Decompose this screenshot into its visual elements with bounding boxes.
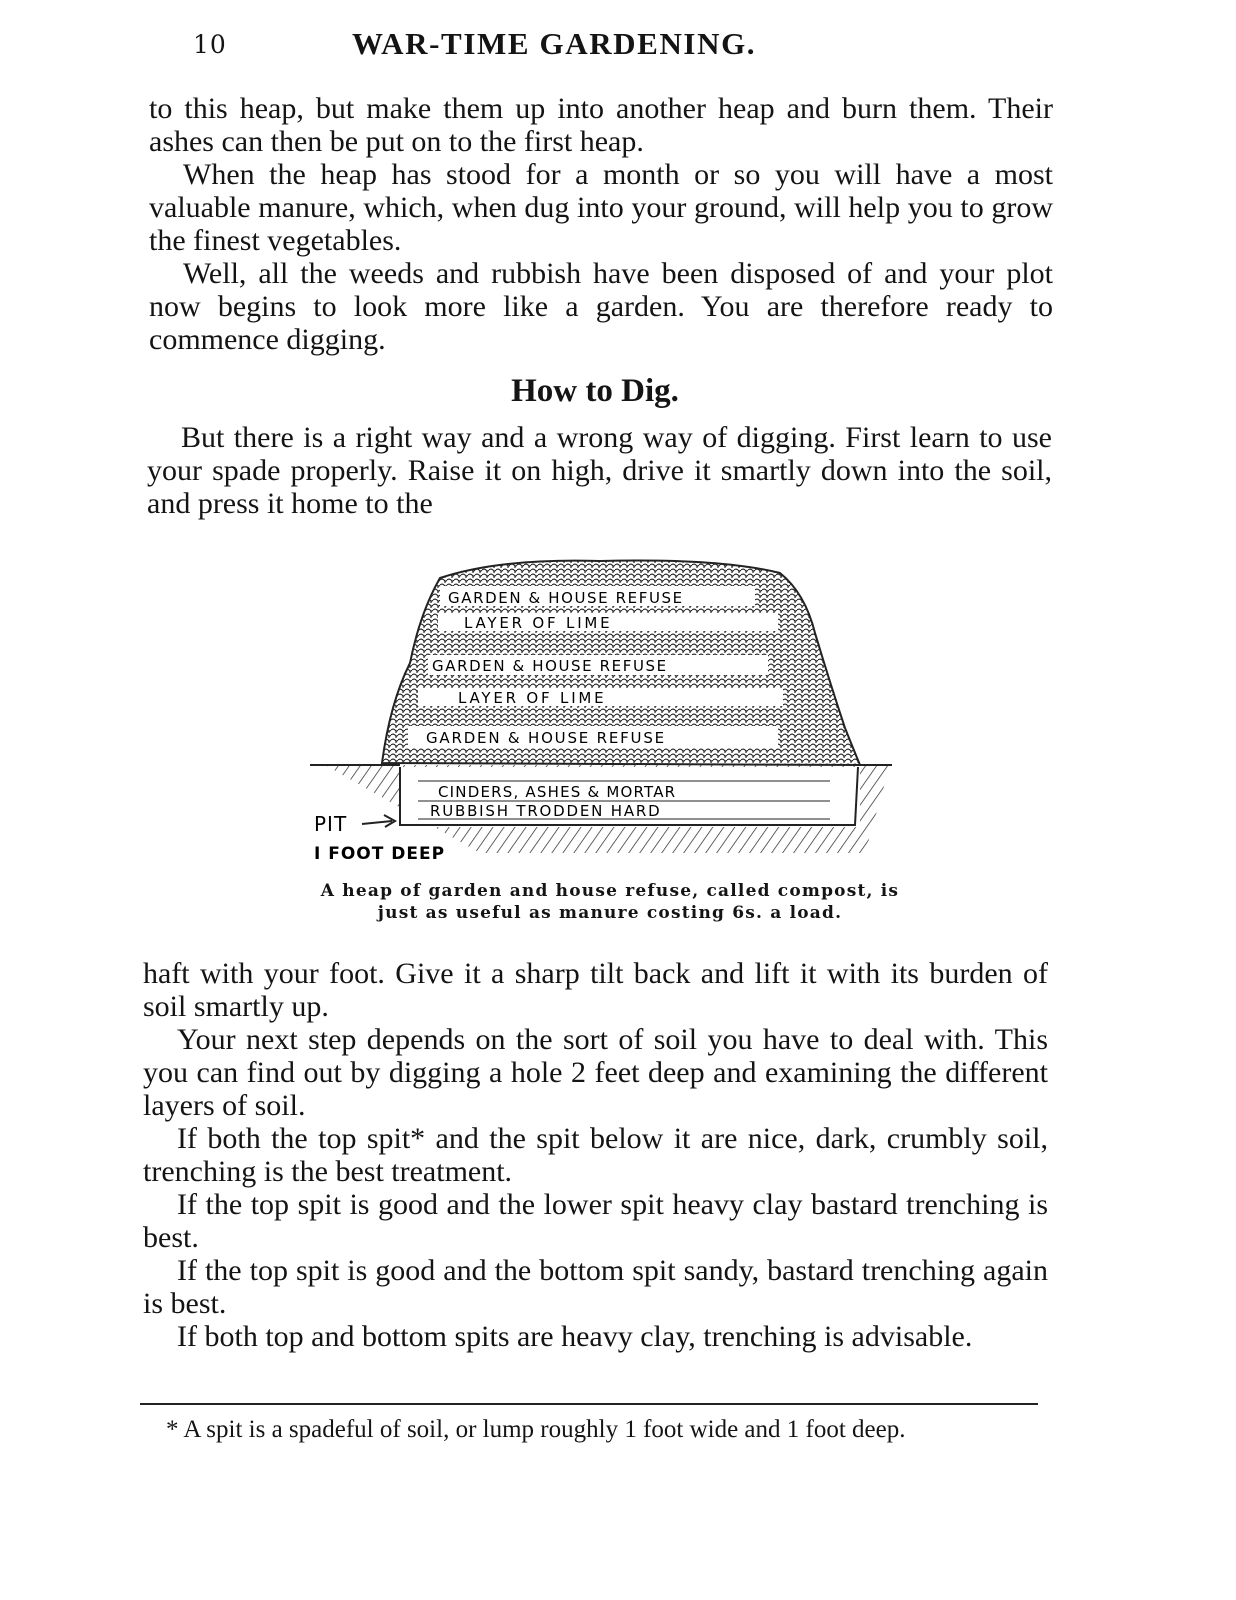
layer-label: LAYER OF LIME: [464, 614, 613, 632]
footnote-divider: [140, 1403, 1038, 1405]
figure-caption: [220, 880, 1000, 924]
layer-label: LAYER OF LIME: [458, 689, 607, 707]
paragraph: But there is a right way and a wrong way of digging. First learn to use your spade properly. Raise it on high, drive it smartly down into the soil, and press it home to the: [147, 421, 1052, 520]
layer-label: GARDEN & HOUSE REFUSE: [448, 589, 684, 607]
arrow-icon: [362, 821, 392, 824]
running-title: WAR-TIME GARDENING.: [352, 26, 757, 61]
text-block-bottom: [143, 957, 1048, 1353]
paragraph: haft with your foot. Give it a sharp tilt back and lift it with its burden of soil smartly up.: [143, 957, 1048, 1023]
pit-label: RUBBISH TRODDEN HARD: [430, 802, 662, 820]
paragraph: When the heap has stood for a month or so you will have a most valuable manure, which, when dug into your ground, will help you to grow the finest vegetables.: [149, 158, 1053, 257]
paragraph: If the top spit is good and the lower spit heavy clay bastard trenching is best.: [143, 1188, 1048, 1254]
compost-heap-illustration: [300, 553, 900, 873]
section-heading: How to Dig.: [511, 373, 679, 409]
text-block-top: [149, 92, 1053, 356]
caption-line: just as useful as manure costing 6s. a load.: [377, 903, 843, 923]
paragraph: Well, all the weeds and rubbish have been disposed of and your plot now begins to look more like a garden. You are therefore ready to commence digging.: [149, 257, 1053, 356]
page-number: 10: [193, 30, 227, 59]
layer-label: GARDEN & HOUSE REFUSE: [432, 657, 668, 675]
layer-label: GARDEN & HOUSE REFUSE: [426, 729, 666, 747]
depth-label: I FOOT DEEP: [314, 844, 446, 864]
paragraph: to this heap, but make them up into another heap and burn them. Their ashes can then be put on to the first heap.: [149, 92, 1053, 158]
pit-pointer-label: PIT: [314, 812, 348, 836]
pit-label: CINDERS, ASHES & MORTAR: [438, 783, 677, 801]
caption-line: A heap of garden and house refuse, called compost, is: [320, 881, 900, 901]
paragraph: If both top and bottom spits are heavy clay, trenching is advisable.: [177, 1320, 973, 1353]
paragraph: If the top spit is good and the bottom spit sandy, bastard trenching again is best.: [143, 1254, 1048, 1320]
paragraph: Your next step depends on the sort of soil you have to deal with. This you can find out by digging a hole 2 feet deep and examining the different layers of soil.: [143, 1023, 1048, 1122]
paragraph: If both the top spit* and the spit below it are nice, dark, crumbly soil, trenching is the best treatment.: [143, 1122, 1048, 1188]
text-block-middle: [147, 421, 1052, 520]
footnote: * A spit is a spadeful of soil, or lump roughly 1 foot wide and 1 foot deep.: [166, 1416, 906, 1443]
